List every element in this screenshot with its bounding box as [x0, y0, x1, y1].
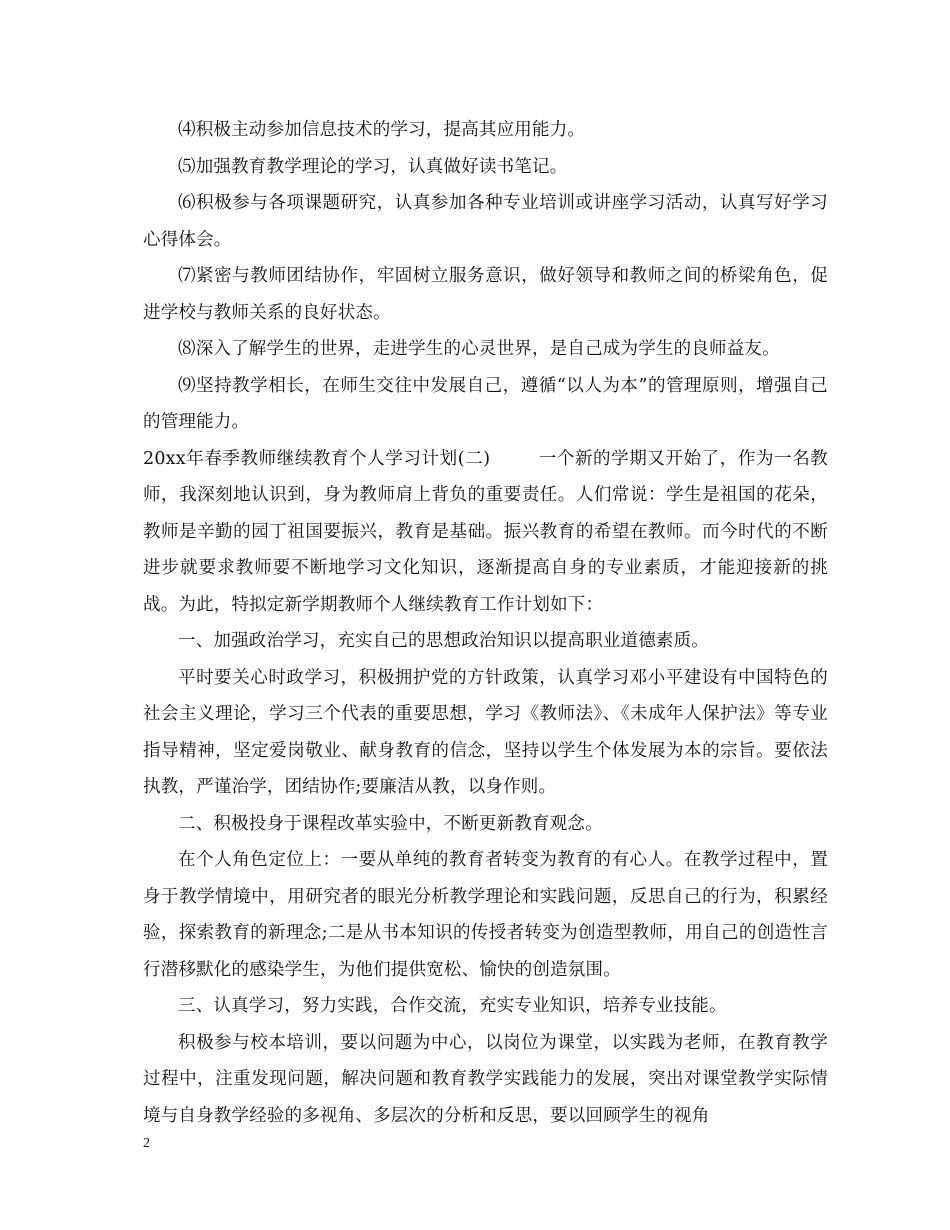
paragraph: 一、加强政治学习，充实自己的思想政治知识以提高职业道德素质。 [178, 631, 709, 651]
page-number: 2 [143, 1136, 150, 1151]
section-title-and-intro [143, 441, 828, 624]
paragraph: 在个人角色定位上：一要从单纯的教育者转变为教育的有心人。在教学过程中，置身于教学情境中，用研究者的眼光分析教学理论和实践问题，反思自己的行为，积累经验，探索教育的新理念;二是从书本知识的传授者转变为创造型教师，用自己的创造性言行潜移默化的感染学生，为他们提供宽松、愉快的创造氛围。 [143, 850, 828, 980]
paragraph: 三、认真学习，努力实践，合作交流，充实专业知识，培养专业技能。 [178, 996, 727, 1016]
document-content [143, 112, 828, 1134]
paragraph: ⑷积极主动参加信息技术的学习，提高其应用能力。 [178, 120, 586, 140]
paragraph: 平时要关心时政学习，积极拥护党的方针政策，认真学习邓小平建设有中国特色的社会主义理论，学习三个代表的重要思想，学习《教师法》、《未成年人保护法》等专业指导精神，坚定爱岗敬业、献身教育的信念，坚持以学生个体发展为本的宗旨。要依法执教，严谨治学，团结协作;要廉洁从教，以身作则。 [143, 667, 828, 797]
section-title: 20xx年春季教师继续教育个人学习计划(二) [143, 448, 491, 469]
paragraph: 二、积极投身于课程改革实验中，不断更新教育观念。 [178, 813, 603, 834]
paragraph: ⑼坚持教学相长，在师生交往中发展自己，遵循“以人为本”的管理原则，增强自己的管理能力。 [143, 375, 828, 432]
paragraph: ⑻深入了解学生的世界，走进学生的心灵世界，是自己成为学生的良师益友。 [178, 339, 780, 359]
paragraph: ⑹积极参与各项课题研究，认真参加各种专业培训或讲座学习活动，认真写好学习心得体会。 [143, 193, 828, 250]
paragraph: ⑺紧密与教师团结协作，牢固树立服务意识，做好领导和教师之间的桥梁角色，促进学校与教师关系的良好状态。 [143, 266, 828, 323]
section-intro: 一个新的学期又开始了，作为一名教师，我深刻地认识到，身为教师肩上背负的重要责任。人们常说：学生是祖国的花朵，教师是辛勤的园丁祖国要振兴，教育是基础。振兴教育的希望在教师。而今时代的不断进步就要求教师要不断地学习文化知识，逐渐提高自身的专业素质，才能迎接新的挑战。为此，特拟定新学期教师个人继续教育工作计划如下： [143, 448, 829, 615]
paragraph: ⑸加强教育教学理论的学习，认真做好读书笔记。 [178, 156, 568, 177]
paragraph: 积极参与校本培训，要以问题为中心，以岗位为课堂，以实践为老师，在教育教学过程中，注重发现问题，解决问题和教育教学实践能力的发展，突出对课堂教学实际情境与自身教学经验的多视角、多层次的分析和反思，要以回顾学生的视角 [143, 1032, 828, 1126]
